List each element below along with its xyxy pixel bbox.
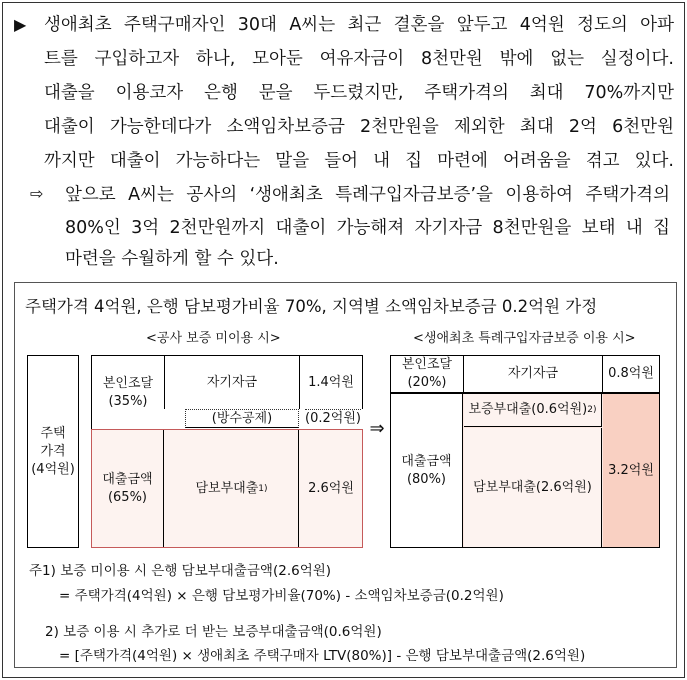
hollow-arrow-icon: ⇨ [30,184,44,203]
intro-line-2: 트를 구입하고자 하나, 모아둔 여유자금이 8천만원 밖에 없는 실정이다. [44,49,674,69]
result-line-2: 80%인 3억 2천만원까지 대출이 가능해져 자기자금 8천만원을 보태 내 집 [65,218,670,238]
house-price-cell: 주택 가격 (4억원) [27,355,79,548]
result-line-3: 마련을 수월하게 할 수 있다. [65,249,279,269]
transition-arrow-icon: ⇒ [369,418,385,439]
bullet-arrow-icon: ▶ [14,15,27,34]
note-1: 주1) 보증 미이용 시 은행 담보부대출금액(2.6억원) [29,563,332,579]
footnote-1-marker: 1) [258,483,268,494]
left-room-deduction: (방수공제) [185,409,299,428]
left-own-funds-cell: 본인조달 (35%) [91,355,164,430]
right-own-funds-cell: 본인조달 (20%) [390,355,463,393]
left-mortgage-amount: 2.6억원 [308,480,354,496]
example-box [14,282,677,668]
footnote-2-marker: 2) [587,405,597,415]
left-self-capital-cell: 자기자금 [164,355,299,409]
left-loan-cell: 대출금액 (65%) [92,430,164,547]
right-self-capital-amount: 0.8억원 [602,355,660,393]
right-caption: <생애최초 특례구입자금보증 이용 시> [413,331,636,346]
right-mortgage-loan-cell: 담보부대출(2.6억원) [464,428,602,547]
example-title: 주택가격 4억원, 은행 담보평가비율 70%, 지역별 소액임차보증금 0.2억원 가정 [25,297,598,316]
left-mortgage-loan-label: 담보부대출 [195,480,259,496]
result-line-1: 앞으로 A씨는 공사의 ‘생애최초 특례구입자금보증’을 이용하여 주택가격의 [65,185,670,205]
left-mortgage-loan-cell [165,430,299,547]
right-guarantee-loan-label: 보증부대출(0.6억원) [468,402,588,417]
right-total-amount: 3.2억원 [603,394,659,547]
left-caption: <공사 보증 미이용 시> [146,331,281,346]
intro-line-4: 대출이 가능한데다가 소액임차보증금 2천만원을 제외한 최대 2억 6천만원 [44,117,674,137]
note-2-formula: = [주택가격(4억원) × 생애최초 주택구매자 LTV(80%)] - 은행 담보부대출금액(2.6억원) [59,648,586,664]
note-1-formula: = 주택가격(4억원) × 은행 담보평가비율(70%) - 소액임차보증금(0.2억원) [59,588,504,604]
note-2: 2) 보증 이용 시 추가로 더 받는 보증부대출금액(0.6억원) [45,624,382,640]
intro-line-5: 까지만 대출이 가능하다는 말을 들어 내 집 마련에 어려움을 겪고 있다. [44,151,674,171]
left-room-deduction-amount: (0.2억원) [305,411,361,426]
right-guarantee-loan-cell [464,394,602,427]
right-loan-cell: 대출금액 (80%) [391,394,463,547]
intro-line-3: 대출을 이용코자 은행 문을 두드렸지만, 주택가격의 최대 70%까지만 [44,83,674,103]
left-self-capital-amount: 1.4억원 [299,355,363,409]
right-self-capital-cell: 자기자금 [463,355,602,393]
intro-line-1: 생애최초 주택구매자인 30대 A씨는 최근 결혼을 앞두고 4억원 정도의 아파 [44,15,674,35]
